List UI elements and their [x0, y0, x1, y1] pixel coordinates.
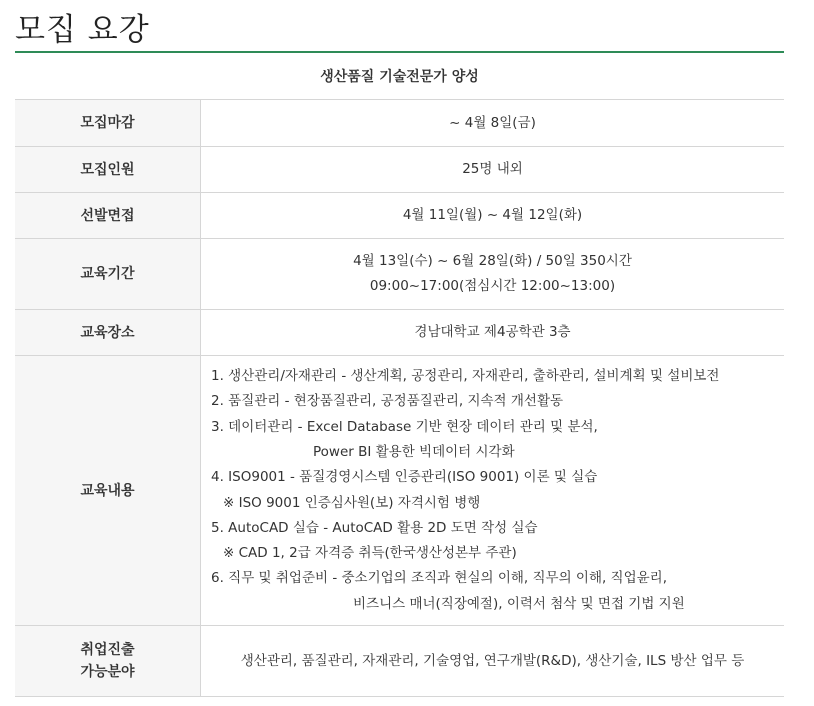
row-label: 교육기간: [15, 239, 201, 309]
curriculum-item: 5. AutoCAD 실습 - AutoCAD 활용 2D 도면 작성 실습: [211, 519, 538, 536]
row-label: 교육내용: [15, 356, 201, 625]
table-row-curriculum: [15, 355, 784, 625]
recruitment-table: [15, 53, 784, 697]
row-value: 생산관리, 품질관리, 자재관리, 기술영업, 연구개발(R&D), 생산기술, ILS 방산 업무 등: [240, 652, 745, 669]
table-row-deadline: [15, 100, 784, 146]
row-label: 모집인원: [15, 147, 201, 192]
table-row-headcount: [15, 146, 784, 192]
row-label-line: 가능분야: [80, 664, 135, 680]
table-row-career-fields: [15, 625, 784, 696]
curriculum-item-continuation: Power BI 활용한 빅데이터 시각화: [313, 443, 515, 460]
table-row-location: [15, 309, 784, 355]
curriculum-item-continuation: 비즈니스 매너(직장예절), 이력서 첨삭 및 면접 기법 지원: [353, 595, 685, 612]
curriculum-note: ※ CAD 1, 2급 자격증 취득(한국생산성본부 주관): [223, 545, 517, 562]
page-title: 모집 요강: [15, 12, 150, 48]
row-value: 4월 11일(월) ~ 4월 12일(화): [402, 207, 583, 223]
value-line: 4월 13일(수) ~ 6월 28일(화) / 50일 350시간: [353, 253, 632, 269]
curriculum-item: 4. ISO9001 - 품질경영시스템 인증관리(ISO 9001) 이론 및 실습: [211, 469, 598, 486]
curriculum-item: 6. 직무 및 취업준비 - 중소기업의 조직과 현실의 이해, 직무의 이해, 직업윤리,: [211, 570, 668, 587]
row-label: [15, 626, 201, 696]
row-label: 모집마감: [15, 100, 201, 146]
row-value: [201, 239, 784, 309]
table-row-period: [15, 238, 784, 309]
curriculum-item: 3. 데이터관리 - Excel Database 기반 현장 데이터 관리 및 분석,: [211, 418, 598, 435]
table-caption: 생산품질 기술전문가 양성: [15, 53, 784, 100]
row-value: 경남대학교 제4공학관 3층: [414, 324, 571, 340]
curriculum-note: ※ ISO 9001 인증심사원(보) 자격시험 병행: [223, 494, 481, 511]
value-line: 09:00~17:00(점심시간 12:00~13:00): [369, 278, 616, 294]
curriculum-item: 2. 품질관리 - 현장품질관리, 공정품질관리, 지속적 개선활동: [211, 393, 564, 410]
curriculum-item: 1. 생산관리/자재관리 - 생산계획, 공정관리, 자재관리, 출하관리, 설비계획 및 설비보전: [211, 368, 720, 385]
row-label: 선발면접: [15, 193, 201, 238]
row-value: 25명 내외: [462, 161, 523, 177]
table-row-interview: [15, 192, 784, 238]
row-label: 교육장소: [15, 310, 201, 355]
row-value: ~ 4월 8일(금): [449, 114, 536, 131]
row-label-line: 취업진출: [80, 642, 135, 658]
row-value: [201, 356, 784, 625]
